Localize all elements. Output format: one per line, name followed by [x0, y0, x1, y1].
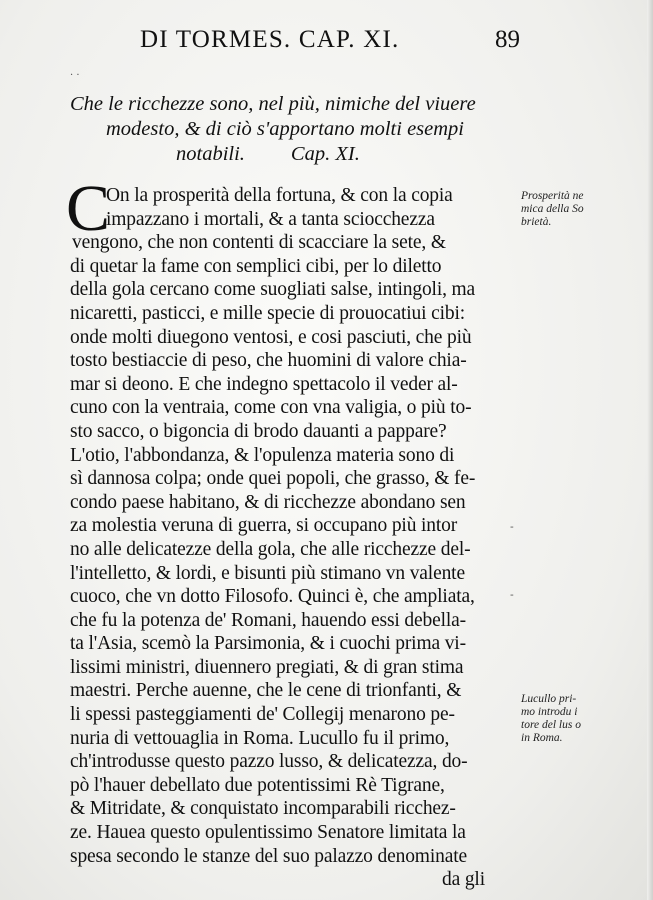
text-line: lissimi ministri, diuennero pregiati, & di gran stima — [70, 656, 464, 678]
margin-note-line: mo introdu i — [521, 706, 578, 718]
text-line: On la prosperità della fortuna, & con la copia — [106, 185, 453, 206]
text-line: sto sacco, o bigoncia di brodo dauanti a pappare? — [70, 420, 447, 442]
text-line: za molestia veruna di guerra, si occupano più intor — [70, 515, 458, 537]
text-line: li spessi pasteggiamenti de' Collegij menarono pe- — [70, 704, 455, 726]
margin-note-line: mica della So — [521, 203, 584, 215]
ornament-mark: · · — [70, 70, 80, 81]
text-line: cuoco, che vn dotto Filosofo. Quinci è, che ampliata, — [70, 586, 475, 608]
text-line: sì dannosa colpa; onde quei popoli, che grasso, & fe- — [70, 468, 476, 490]
margin-note-lucullo — [521, 693, 631, 745]
text-line: di quetar la fame con semplici cibi, per lo diletto — [70, 255, 442, 277]
margin-note-line: tore del lus o — [521, 719, 581, 731]
heading-line: Che le ricchezze sono, nel più, nimiche del viuere — [70, 93, 476, 115]
text-line: che fu la potenza de' Romani, hauendo essi debella- — [70, 609, 467, 631]
page-number: 89 — [495, 26, 520, 53]
margin-note-line: Prosperità ne — [521, 190, 584, 202]
text-line: ch'introdusse questo pazzo lusso, & delicatezza, do- — [70, 751, 468, 773]
text-line: nicaretti, pasticci, e mille specie di prouocatiui cibi: — [70, 302, 465, 324]
margin-tick-mark: - — [510, 520, 514, 533]
margin-tick-mark: - — [510, 588, 514, 601]
margin-note-line: Lucullo pri- — [521, 693, 577, 705]
margin-note-line: brietà. — [521, 216, 552, 228]
page-edge-shadow — [647, 0, 653, 900]
text-line: pò l'hauer debellato due potentissimi Rè Tigrane, — [70, 774, 445, 796]
text-line: tosto bestiaccie di peso, che huomini di valore chia- — [70, 350, 467, 372]
text-line: mar si deono. E che indegno spettacolo il veder al- — [70, 373, 458, 395]
chapter-heading — [70, 92, 520, 167]
text-line: onde molti diuegono ventosi, e cosi pasciuti, che più — [70, 326, 472, 348]
text-line: vengono, che non contenti di scacciare la sete, & — [72, 232, 446, 254]
text-line: nuria di vettouaglia in Roma. Lucullo fu il primo, — [70, 727, 450, 749]
text-line: & Mitridate, & conquistato incomparabili ricchez- — [70, 798, 456, 820]
text-line: l'intelletto, & lordi, e bisunti più stimano vn valente — [70, 562, 465, 584]
text-line: condo paese habitano, & di ricchezze abondano sen — [70, 491, 466, 513]
text-line: cuno con la ventraia, come con vna valigia, o più to- — [70, 397, 472, 419]
heading-line-last — [70, 142, 520, 167]
text-line: impazzano i mortali, & a tanta sciocchezza — [106, 208, 435, 230]
body-text — [66, 172, 520, 892]
text-line: ta l'Asia, scemò la Parsimonia, & i cuochi prima vi- — [70, 633, 466, 655]
heading-line: modesto, & di ciò s'apportano molti esempi — [106, 118, 464, 140]
margin-note-prosperita — [521, 190, 631, 229]
text-line: no alle delicatezze della gola, che alle ricchezze del- — [70, 538, 471, 560]
text-line: ze. Hauea questo opulentissimo Senatore limitata la — [70, 822, 466, 844]
text-line: spesa secondo le stanze del suo palazzo denominate — [70, 845, 467, 867]
drop-cap: C — [66, 172, 111, 245]
text-line: L'otio, l'abbondanza, & l'opulenza materia sono di — [70, 444, 455, 466]
page-header — [140, 26, 520, 66]
text-line: della gola cercano come suogliati salse, intingoli, ma — [70, 279, 476, 301]
text-line: maestri. Perche auenne, che le cene di trionfanti, & — [70, 680, 462, 702]
chapter-label: Cap. XI. — [290, 143, 360, 165]
heading-line: notabili. — [176, 143, 245, 165]
running-title: DI TORMES. CAP. XI. — [140, 26, 400, 53]
margin-note-line: in Roma. — [521, 732, 563, 744]
catchword: da gli — [442, 869, 485, 891]
